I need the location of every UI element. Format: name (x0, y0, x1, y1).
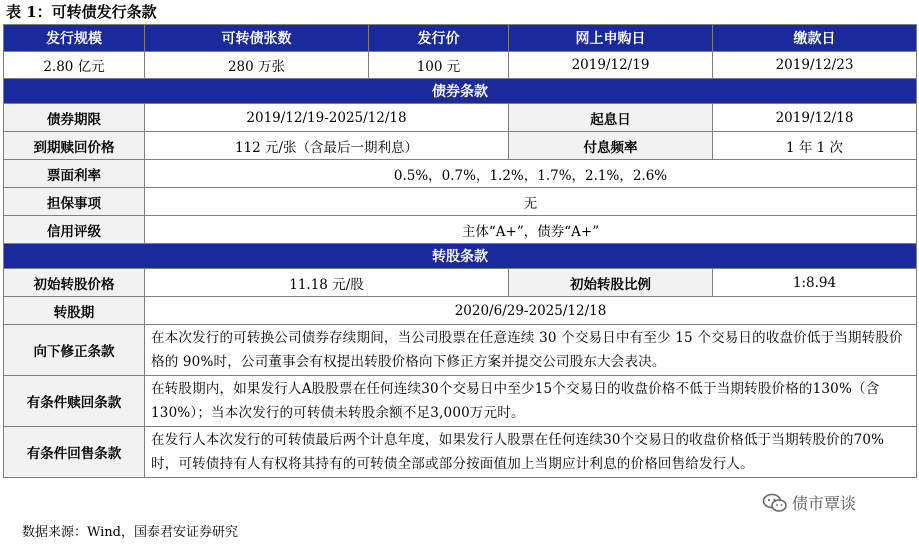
section-title-convert: 转股条款 (4, 244, 917, 269)
downward-revision-label: 向下修正条款 (4, 325, 145, 376)
table-row (4, 160, 917, 188)
subscription-date: 2019/12/19 (509, 52, 713, 79)
table-row (4, 188, 917, 216)
conversion-price-value: 11.18 元/股 (145, 269, 509, 297)
conversion-price-label: 初始转股价格 (4, 269, 145, 297)
payment-frequency-value: 1 年 1 次 (713, 132, 917, 160)
data-source-note: 数据来源：Wind，国泰君安证券研究 (22, 525, 238, 540)
table-row (4, 216, 917, 244)
downward-revision-text: 在本次发行的可转换公司债券存续期间，当公司股票在任意连续 30 个交易日中有至少 15 个交易日的收盘价低于当期转股价格的 90%时，公司董事会有权提出转股价格向下修正方案并提交公司股东大会表决。 (145, 325, 917, 376)
bond-terms-table (3, 24, 917, 478)
guarantee-label: 担保事项 (4, 188, 145, 216)
start-date-value: 2019/12/18 (713, 104, 917, 132)
payment-date: 2019/12/23 (713, 52, 917, 79)
header-cell: 发行规模 (4, 25, 145, 52)
coupon-rate-value: 0.5%，0.7%，1.2%，1.7%，2.1%，2.6% (145, 160, 917, 188)
conversion-ratio-value: 1:8.94 (713, 269, 917, 297)
header-cell: 缴款日 (713, 25, 917, 52)
credit-rating-label: 信用评级 (4, 216, 145, 244)
table-row (4, 104, 917, 132)
term-label: 债券期限 (4, 104, 145, 132)
issue-row (4, 52, 917, 79)
watermark-text: 债市覃谈 (792, 494, 857, 513)
header-cell: 发行价 (369, 25, 509, 52)
redeem-price-label: 到期赎回价格 (4, 132, 145, 160)
watermark (762, 493, 856, 515)
table-row (4, 297, 917, 325)
wechat-icon (762, 493, 788, 513)
redeem-price-value: 112 元/张（含最后一期利息） (145, 132, 509, 160)
section-row-convert (4, 244, 917, 269)
coupon-rate-label: 票面利率 (4, 160, 145, 188)
caption-number: 表 1： (6, 3, 52, 21)
conditional-put-label: 有条件回售条款 (4, 427, 145, 478)
guarantee-value: 无 (145, 188, 917, 216)
conditional-call-label: 有条件赎回条款 (4, 376, 145, 427)
section-title-bond: 债券条款 (4, 79, 917, 104)
term-value: 2019/12/19-2025/12/18 (145, 104, 509, 132)
caption-title: 可转债发行条款 (51, 3, 157, 21)
issue-price: 100 元 (369, 52, 509, 79)
payment-frequency-label: 付息频率 (509, 132, 713, 160)
issue-size: 2.80 亿元 (4, 52, 145, 79)
table-row (4, 427, 917, 478)
conversion-period-label: 转股期 (4, 297, 145, 325)
header-cell: 可转债张数 (145, 25, 369, 52)
conversion-ratio-label: 初始转股比例 (509, 269, 713, 297)
conversion-period-value: 2020/6/29-2025/12/18 (145, 297, 917, 325)
credit-rating-value: 主体“A+”，债券“A+” (145, 216, 917, 244)
section-row-bond (4, 79, 917, 104)
table-row (4, 269, 917, 297)
table-row (4, 376, 917, 427)
start-date-label: 起息日 (509, 104, 713, 132)
table-row (4, 325, 917, 376)
bond-count: 280 万张 (145, 52, 369, 79)
header-cell: 网上申购日 (509, 25, 713, 52)
header-row (4, 25, 917, 52)
conditional-put-text: 在发行人本次发行的可转债最后两个计息年度，如果发行人股票在任何连续30个交易日的收盘价格低于当期转股价的70%时，可转债持有人有权将其持有的可转债全部或部分按面值加上当期应计利息的价格回售给发行人。 (145, 427, 917, 478)
table-caption (6, 2, 157, 22)
table-row (4, 132, 917, 160)
conditional-call-text: 在转股期内，如果发行人A股股票在任何连续30个交易日中至少15个交易日的收盘价格不低于当期转股价格的130%（含130%）；当本次发行的可转债未转股余额不足3,000万元时。 (145, 376, 917, 427)
